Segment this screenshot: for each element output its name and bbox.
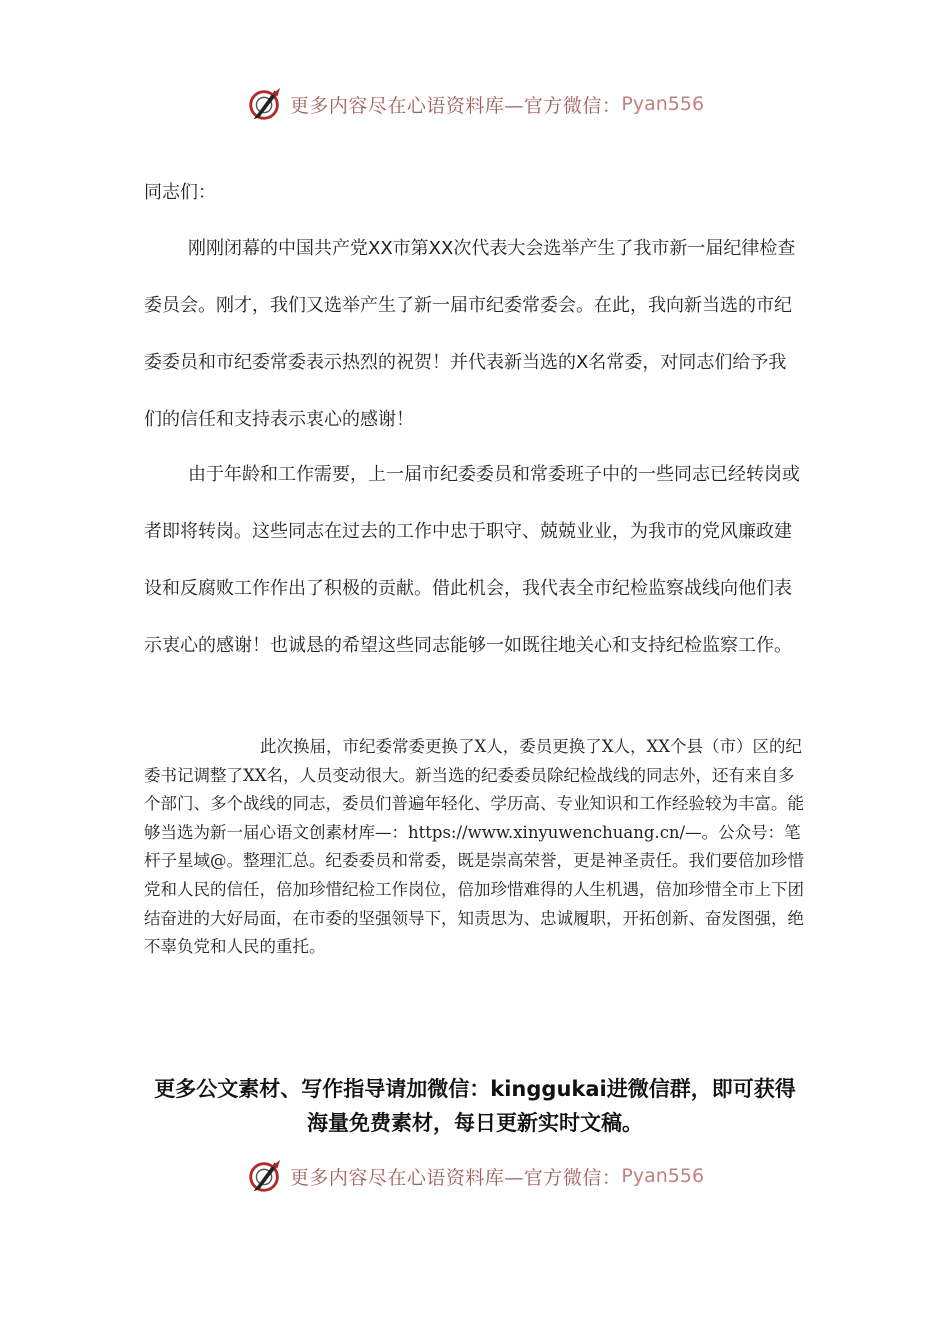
header-banner [0,82,950,126]
footer-note: 更多公文素材、写作指导请加微信：kinggukai进微信群，即可获得海量免费素材，每日更新实时文稿。 [154,1077,796,1135]
salutation: 同志们： [144,182,216,203]
banner-text: 更多内容尽在心语资料库—官方微信： [289,1166,622,1189]
paragraph-1: 刚刚闭幕的中国共产党XX市第XX次代表大会选举产生了我市新一届纪律检查委员会。刚才，我们又选举产生了新一届市纪委常委会。在此，我向新当选的市纪委委员和市纪委常委表示热烈的祝贺！并代表新当选的X名常委，对同志们给予我们的信任和支持表示衷心的感谢！ [144,238,796,430]
wechat-id: Pyan556 [621,1165,705,1187]
paragraph-3: 此次换届，市纪委常委更换了X人，委员更换了X人，XX个县（市）区的纪委书记调整了XX名，人员变动很大。新当选的纪委委员除纪检战线的同志外，还有来自多个部门、多个战线的同志，委员们普遍年轻化、学历高、专业知识和工作经验较为丰富。能够当选为新一届心语文创素材库—：https://www.xinyuwenchuang.cn/—。公众号：笔杆子星域@。整理汇总。纪委委员和常委，既是崇高荣誉，更是神圣责任。我们要倍加珍惜党和人民的信任，倍加珍惜纪检工作岗位，倍加珍惜难得的人生机遇，倍加珍惜全市上下团结奋进的大好局面，在市委的坚强领导下，知责思为、忠诚履职，开拓创新、奋发图强，绝不辜负党和人民的重托。 [144,737,804,957]
feather-pen-logo-icon [246,1157,284,1195]
feather-pen-logo-icon [246,85,284,123]
footer-banner [0,1154,950,1198]
banner-text: 更多内容尽在心语资料库—官方微信： [289,94,622,117]
wechat-id: Pyan556 [621,93,705,115]
paragraph-2: 由于年龄和工作需要，上一届市纪委委员和常委班子中的一些同志已经转岗或者即将转岗。这些同志在过去的工作中忠于职守、兢兢业业，为我市的党风廉政建设和反腐败工作作出了积极的贡献。借此机会，我代表全市纪检监察战线向他们表示衷心的感谢！也诚恳的希望这些同志能够一如既往地关心和支持纪检监察工作。 [144,464,800,656]
